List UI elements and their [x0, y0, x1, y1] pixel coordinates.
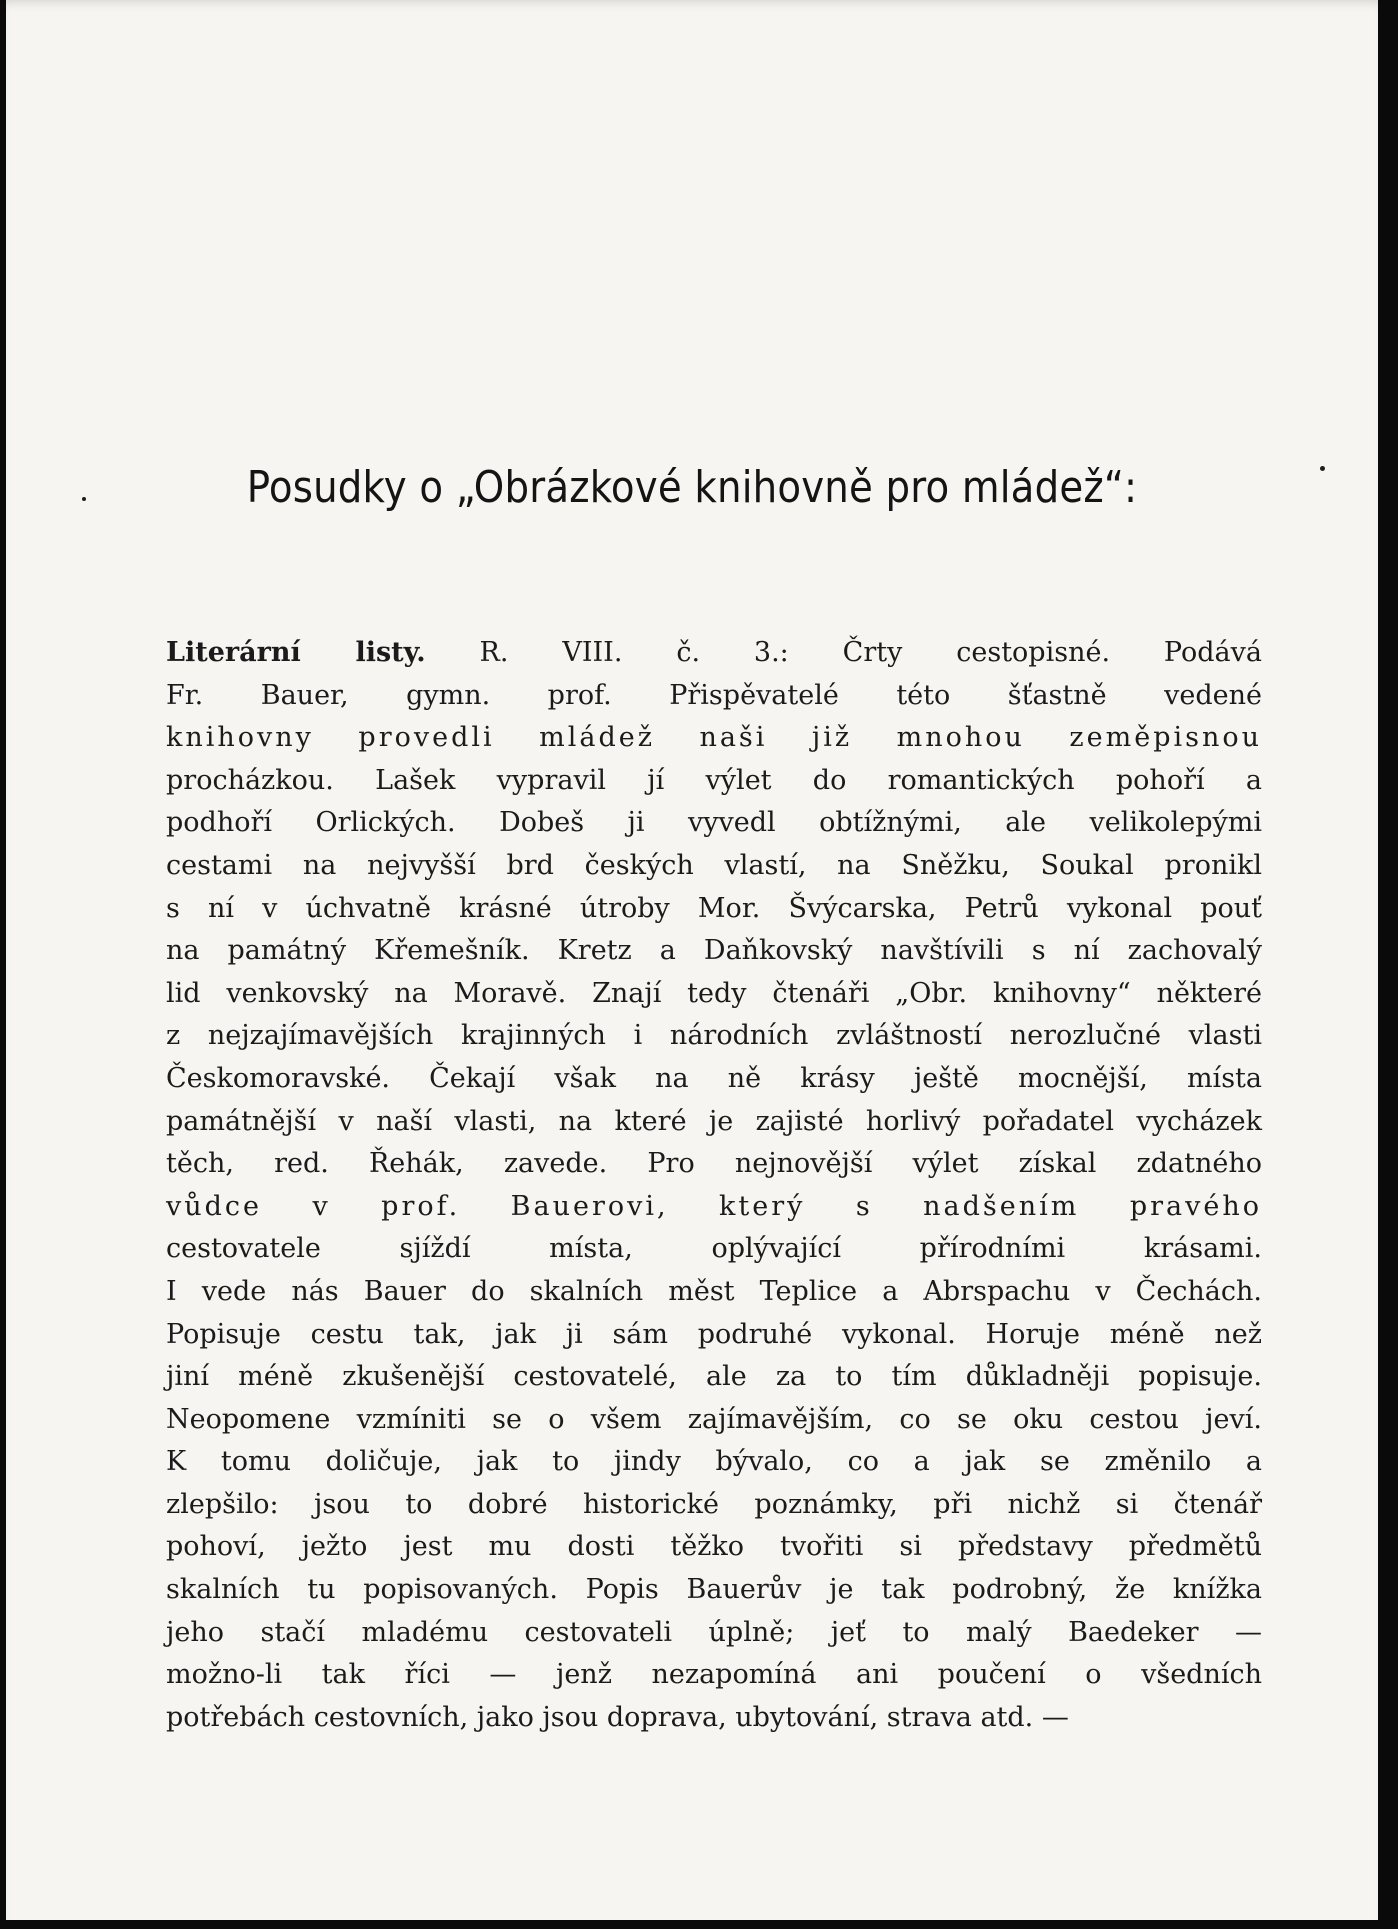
review-line: jiní méně zkušenější cestovatelé, ale za to tím důkladněji popisuje. — [166, 1361, 1262, 1393]
review-line: knihovny provedli mládež naši již mnohou zeměpisnou — [166, 722, 1262, 754]
review-line: procházkou. Lašek vypravil jí výlet do romantických pohoří a — [166, 764, 1262, 796]
review-line: těch, red. Řehák, zavede. Pro nejnovější výlet získal zdatného — [166, 1148, 1262, 1180]
review-line: cestovatele sjíždí místa, oplývající přírodními krásami. — [166, 1233, 1262, 1265]
page-heading: Posudky o „Obrázkové knihovně pro mládež“: — [246, 462, 1138, 513]
review-line — [166, 632, 1262, 675]
scan-speck-right — [1320, 466, 1325, 471]
review-line: I vede nás Bauer do skalních měst Teplice a Abrspachu v Čechách. — [166, 1275, 1262, 1307]
review-paragraph — [166, 632, 1262, 1739]
scanned-page — [6, 0, 1378, 1920]
review-line: možno-li tak říci — jenž nezapomíná ani poučení o všedních — [166, 1659, 1262, 1691]
review-line: Českomoravské. Čekají však na ně krásy ještě mocnější, místa — [166, 1062, 1262, 1094]
review-line: s ní v úchvatně krásné útroby Mor. Švýcarska, Petrů vykonal pouť — [166, 892, 1262, 924]
review-line: podhoří Orlických. Dobeš ji vyvedl obtížnými, ale velikolepými — [166, 807, 1262, 839]
review-line: na památný Křemešník. Kretz a Daňkovský navštívili s ní zachovalý — [166, 935, 1262, 967]
review-line: cestami na nejvyšší brd českých vlastí, na Sněžku, Soukal pronikl — [166, 849, 1262, 881]
review-line: skalních tu popisovaných. Popis Bauerův je tak podrobný, že knížka — [166, 1574, 1262, 1606]
review-line: lid venkovský na Moravě. Znají tedy čtenáři „Obr. knihovny“ některé — [166, 977, 1262, 1009]
review-line: vůdce v prof. Bauerovi, který s nadšením pravého — [166, 1190, 1262, 1222]
review-line: jeho stačí mladému cestovateli úplně; jeť to malý Baedeker — — [166, 1616, 1262, 1648]
review-line: pohoví, ježto jest mu dosti těžko tvořiti si představy předmětů — [166, 1531, 1262, 1563]
review-line: Fr. Bauer, gymn. prof. Přispěvatelé této šťastně vedené — [166, 679, 1262, 711]
review-line-text: R. VIII. č. 3.: Črty cestopisné. Podává — [479, 637, 1262, 668]
review-line: zlepšilo: jsou to dobré historické poznámky, při nichž si čtenář — [166, 1488, 1262, 1520]
review-line: památnější v naší vlasti, na které je zajisté horlivý pořadatel vycházek — [166, 1105, 1262, 1137]
review-line: potřebách cestovních, jako jsou doprava, ubytování, strava atd. — — [166, 1701, 1069, 1733]
review-line: K tomu doličuje, jak to jindy bývalo, co a jak se změnilo a — [166, 1446, 1262, 1478]
review-line: Popisuje cestu tak, jak ji sám podruhé vykonal. Horuje méně než — [166, 1318, 1262, 1350]
review-line: Neopomene vzmíniti se o všem zajímavějším, co se oku cestou jeví. — [166, 1403, 1262, 1435]
review-line: z nejzajímavějších krajinných i národních zvláštností nerozlučné vlasti — [166, 1020, 1262, 1052]
review-source: Literární listy. — [166, 637, 426, 668]
scan-speck-left — [82, 497, 86, 501]
